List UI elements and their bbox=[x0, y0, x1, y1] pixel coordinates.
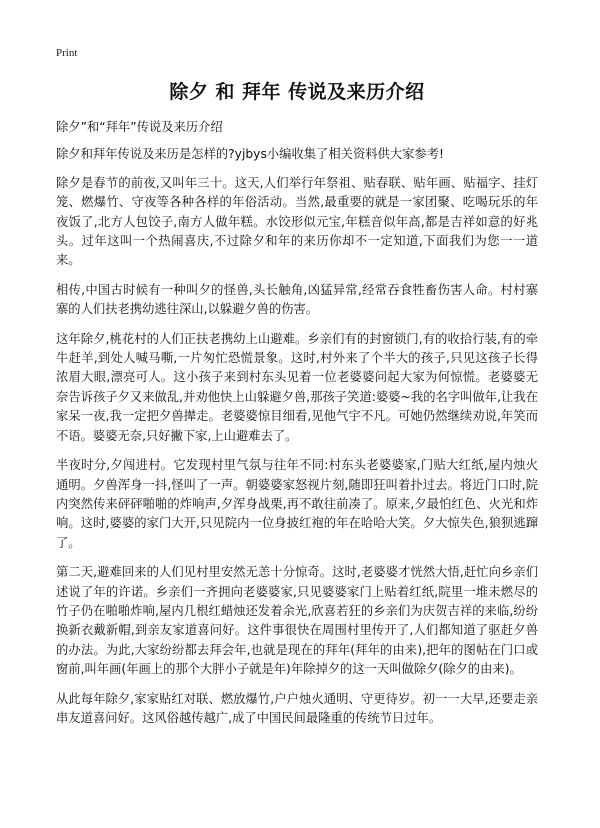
article-paragraph-5: 第二天,避难回来的人们见村里安然无恙十分惊奇。这时,老婆婆才恍然大悟,赶忙向乡亲们述说了年的许诺。乡亲们一齐拥向老婆婆家,只见婆婆家门上贴着红纸,院里一堆未燃尽的竹子仍在啪啪炸响,屋内几根红蜡烛还发着余光,欣喜若狂的乡亲们为庆贺吉祥的来临,纷纷换新衣戴新帽,到亲友家道喜问好。这件事很快在周围村里传开了,人们都知道了驱赶夕兽的办法。为此,大家纷纷都去拜会年,也就是现在的拜年(拜年的由来),把年的图帖在门口或窗前,叫年画(年画上的那个大胖小子就是年)年除掉夕的这一天叫做除夕(除夕的由来)。 bbox=[56, 565, 538, 677]
article-body bbox=[56, 118, 538, 738]
page-title: 除夕 和 拜年 传说及来历介绍 bbox=[169, 81, 425, 103]
article-subhead: 除夕”和“拜年”传说及来历介绍 bbox=[56, 120, 223, 134]
article-paragraph-4: 半夜时分,夕闯进村。它发现村里气氛与往年不同:村东头老婆婆家,门贴大红纸,屋内烛火通明。夕兽浑身一抖,怪叫了一声。朝婆婆家怒视片刻,随即狂叫着扑过去。将近门口时,院内突然传来砰砰啪啪的炸响声,夕浑身战栗,再不敢往前凑了。原来,夕最怕红色、火光和炸响。这时,婆婆的家门大开,只见院内一位身披红袍的年在哈哈大笑。夕大惊失色,狼狈逃蹿了。 bbox=[56, 458, 538, 550]
article-paragraph-1: 除夕是春节的前夜,又叫年三十。这天,人们举行年祭祖、贴春联、贴年画、贴福字、挂灯笼、燃爆竹、守夜等各种各样的年俗活动。当然,最重要的就是一家团聚、吃喝玩乐的年夜饭了,北方人包饺子,南方人做年糕。水饺形似元宝,年糕音似年高,都是吉祥如意的好兆头。过年这叫一个热闹喜庆,不过除夕和年的来历你却不一定知道,下面我们为您一一道来。 bbox=[56, 175, 538, 268]
article-paragraph-6: 从此每年除夕,家家贴红对联、燃放爆竹,户户烛火通明、守更待岁。初一一大早,还要走亲串友道喜问好。这风俗越传越广,成了中国民间最隆重的传统节日过年。 bbox=[56, 691, 538, 725]
article-paragraph-2: 相传,中国古时候有一种叫夕的怪兽,头长触角,凶猛异常,经常吞食牲畜伤害人命。村村寨寨的人们扶老携幼逃往深山,以躲避夕兽的伤害。 bbox=[56, 282, 538, 317]
article-intro: 除夕和拜年传说及来历是怎样的?yjbys小编收集了相关资料供大家参考! bbox=[56, 147, 444, 162]
article-paragraph-3: 这年除夕,桃花村的人们正扶老携幼上山避难。乡亲们有的封窗锁门,有的收拾行装,有的牵牛赶羊,到处人喊马嘶,一片匆忙恐慌景象。这时,村外来了个半大的孩子,只见这孩子长得浓眉大眼,漂亮可人。这小孩子来到村东头见着一位老婆婆问起大家为何惊慌。老婆婆无奈告诉孩子夕又来做乱,并劝他快上山躲避夕兽,那孩子笑道:婆婆~我的名字叫做年,让我在家呆一夜,我一定把夕兽撵走。老婆婆惊目细看,见他气宇不凡。可她仍然继续劝说,年笑而不语。婆婆无奈,只好撇下家,上山避难去了。 bbox=[56, 331, 538, 443]
print-link[interactable]: Print bbox=[56, 47, 78, 59]
